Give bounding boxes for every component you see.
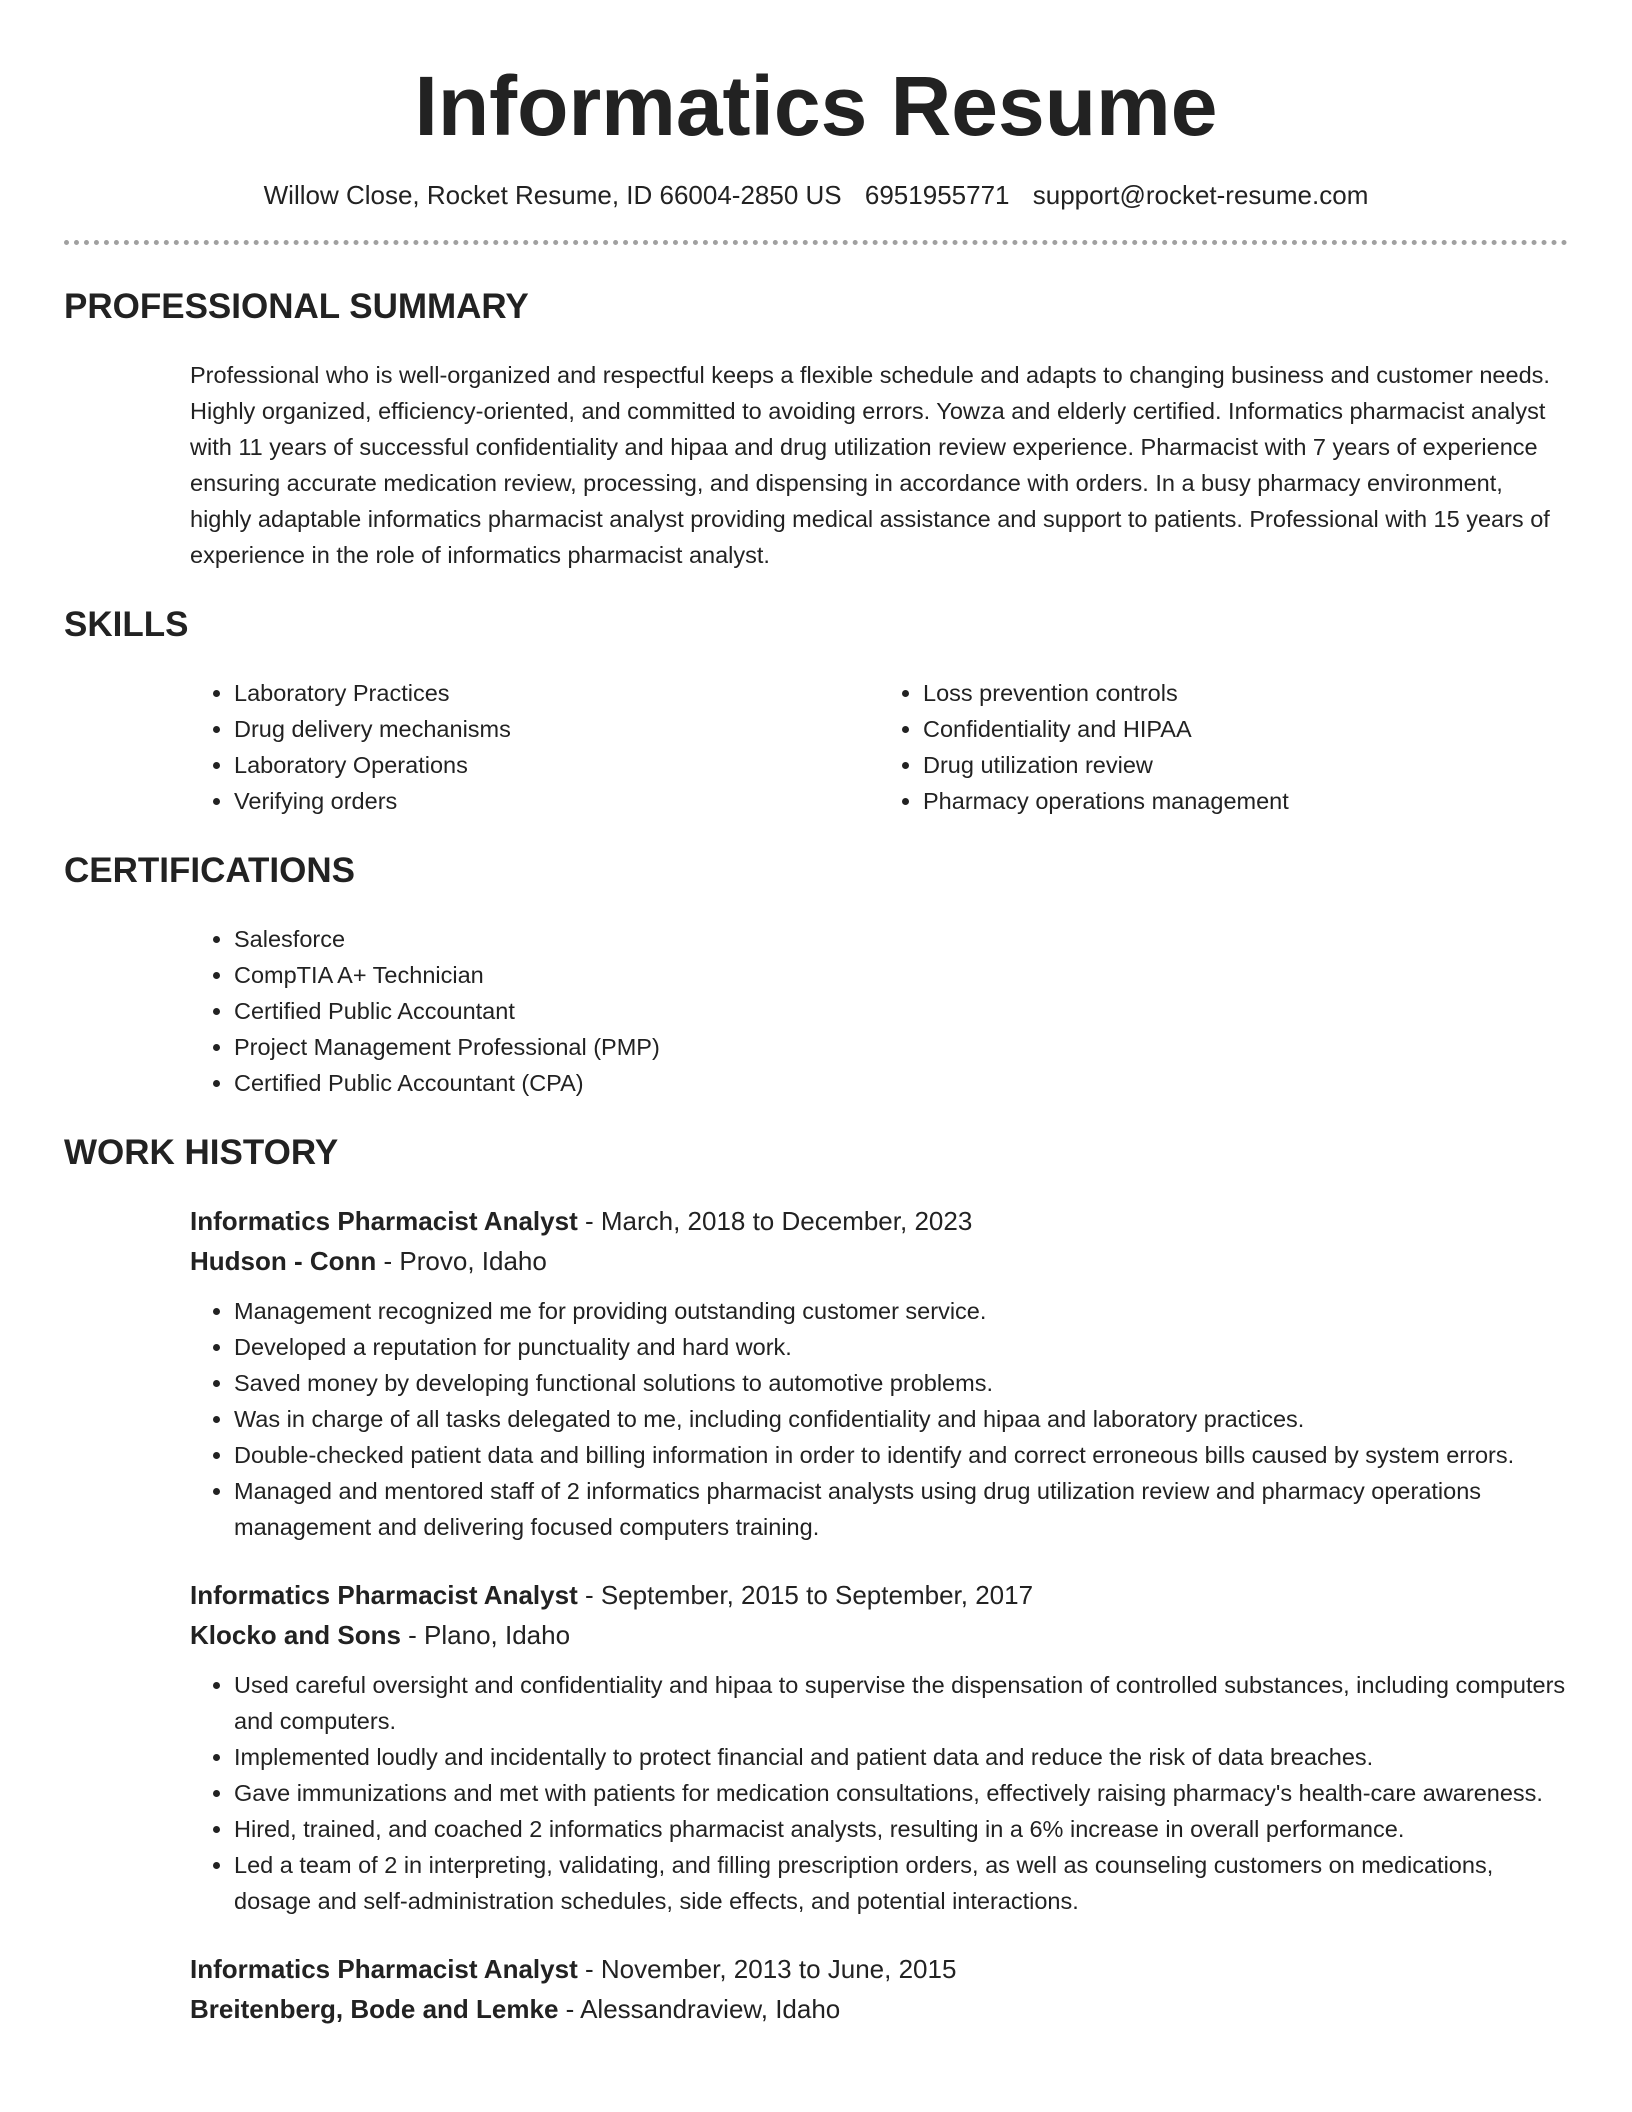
certifications-list: [190, 921, 1568, 1101]
job-title: Informatics Pharmacist Analyst: [190, 1580, 578, 1610]
list-item: • Salesforce: [234, 921, 1568, 957]
list-item: • CompTIA A+ Technician: [234, 957, 1568, 993]
list-item: • Drug utilization review: [923, 747, 1568, 783]
list-item: • Certified Public Accountant: [234, 993, 1568, 1029]
job-title-line: [190, 1201, 1568, 1241]
job-company: Klocko and Sons: [190, 1620, 401, 1650]
list-item: • Loss prevention controls: [923, 675, 1568, 711]
job-company: Breitenberg, Bode and Lemke: [190, 1994, 559, 2024]
list-item: • Project Management Professional (PMP): [234, 1029, 1568, 1065]
job-title-line: [190, 1575, 1568, 1615]
work-history-section: [190, 1201, 1568, 2029]
job-location: - Alessandraview, Idaho: [558, 1994, 841, 2024]
list-item: • Gave immunizations and met with patients for medication consultations, effectively raising pharmacy's health-care awareness.: [234, 1775, 1568, 1811]
contact-address: Willow Close, Rocket Resume, ID 66004-2850 US: [263, 180, 842, 210]
contact-phone: 6951955771: [864, 180, 1010, 210]
list-item: • Management recognized me for providing outstanding customer service.: [234, 1293, 1568, 1329]
job-title: Informatics Pharmacist Analyst: [190, 1206, 578, 1236]
job-entry: [190, 1949, 1568, 2029]
list-item: • Certified Public Accountant (CPA): [234, 1065, 1568, 1101]
job-bullets: [190, 1667, 1568, 1919]
summary-section: [190, 357, 1568, 573]
skills-list-right: [879, 675, 1568, 819]
list-item: • Laboratory Practices: [234, 675, 879, 711]
list-item: • Developed a reputation for punctuality and hard work.: [234, 1329, 1568, 1365]
list-item: • Led a team of 2 in interpreting, validating, and filling prescription orders, as well as counseling customers on medications, dosage and self-administration schedules, side effects, and potential interactions.: [234, 1847, 1568, 1919]
header-divider: [64, 240, 1568, 245]
job-title-line: [190, 1949, 1568, 1989]
certifications-heading: CERTIFICATIONS: [64, 851, 356, 890]
list-item: • Verifying orders: [234, 783, 879, 819]
contact-email: support@rocket-resume.com: [1032, 180, 1369, 210]
job-bullets: [190, 1293, 1568, 1545]
list-item: • Implemented loudly and incidentally to protect financial and patient data and reduce the risk of data breaches.: [234, 1739, 1568, 1775]
job-location: - Provo, Idaho: [376, 1246, 547, 1276]
job-dates: - November, 2013 to June, 2015: [577, 1954, 957, 1984]
skills-section: [190, 675, 1568, 819]
skills-heading: SKILLS: [64, 605, 189, 644]
job-company-line: [190, 1989, 1568, 2029]
list-item: • Saved money by developing functional solutions to automotive problems.: [234, 1365, 1568, 1401]
list-item: • Hired, trained, and coached 2 informatics pharmacist analysts, resulting in a 6% increase in overall performance.: [234, 1811, 1568, 1847]
list-item: • Drug delivery mechanisms: [234, 711, 879, 747]
certifications-section: [190, 921, 1568, 1101]
skills-list-left: [190, 675, 879, 819]
list-item: • Double-checked patient data and billing information in order to identify and correct erroneous bills caused by system errors.: [234, 1437, 1568, 1473]
job-dates: - March, 2018 to December, 2023: [577, 1206, 973, 1236]
job-company-line: [190, 1241, 1568, 1281]
job-dates: - September, 2015 to September, 2017: [577, 1580, 1034, 1610]
resume-title: Informatics Resume: [414, 59, 1218, 153]
job-entry: [190, 1575, 1568, 1919]
list-item: • Managed and mentored staff of 2 informatics pharmacist analysts using drug utilization review and pharmacy operations management and delivering focused computers training.: [234, 1473, 1568, 1545]
work-history-heading: WORK HISTORY: [64, 1133, 339, 1172]
summary-heading: PROFESSIONAL SUMMARY: [64, 287, 529, 326]
list-item: • Laboratory Operations: [234, 747, 879, 783]
contact-line: [64, 178, 1568, 212]
list-item: • Used careful oversight and confidentiality and hipaa to supervise the dispensation of controlled substances, including computers and computers.: [234, 1667, 1568, 1739]
job-location: - Plano, Idaho: [400, 1620, 571, 1650]
job-company: Hudson - Conn: [190, 1246, 377, 1276]
job-entry: [190, 1201, 1568, 1545]
job-company-line: [190, 1615, 1568, 1655]
list-item: • Pharmacy operations management: [923, 783, 1568, 819]
list-item: • Was in charge of all tasks delegated to me, including confidentiality and hipaa and laboratory practices.: [234, 1401, 1568, 1437]
list-item: • Confidentiality and HIPAA: [923, 711, 1568, 747]
job-title: Informatics Pharmacist Analyst: [190, 1954, 578, 1984]
summary-text: Professional who is well-organized and respectful keeps a flexible schedule and adapts to changing business and customer needs. Highly organized, efficiency-oriented, and committed to avoiding errors. Yowza and elderly certified. Informatics pharmacist analyst with 11 years of successful confidentiality and hipaa and drug utilization review experience. Pharmacist with 7 years of experience ensuring accurate medication review, processing, and dispensing in accordance with orders. In a busy pharmacy environment, highly adaptable informatics pharmacist analyst providing medical assistance and support to patients. Professional with 15 years of experience in the role of informatics pharmacist analyst.: [190, 362, 1550, 568]
